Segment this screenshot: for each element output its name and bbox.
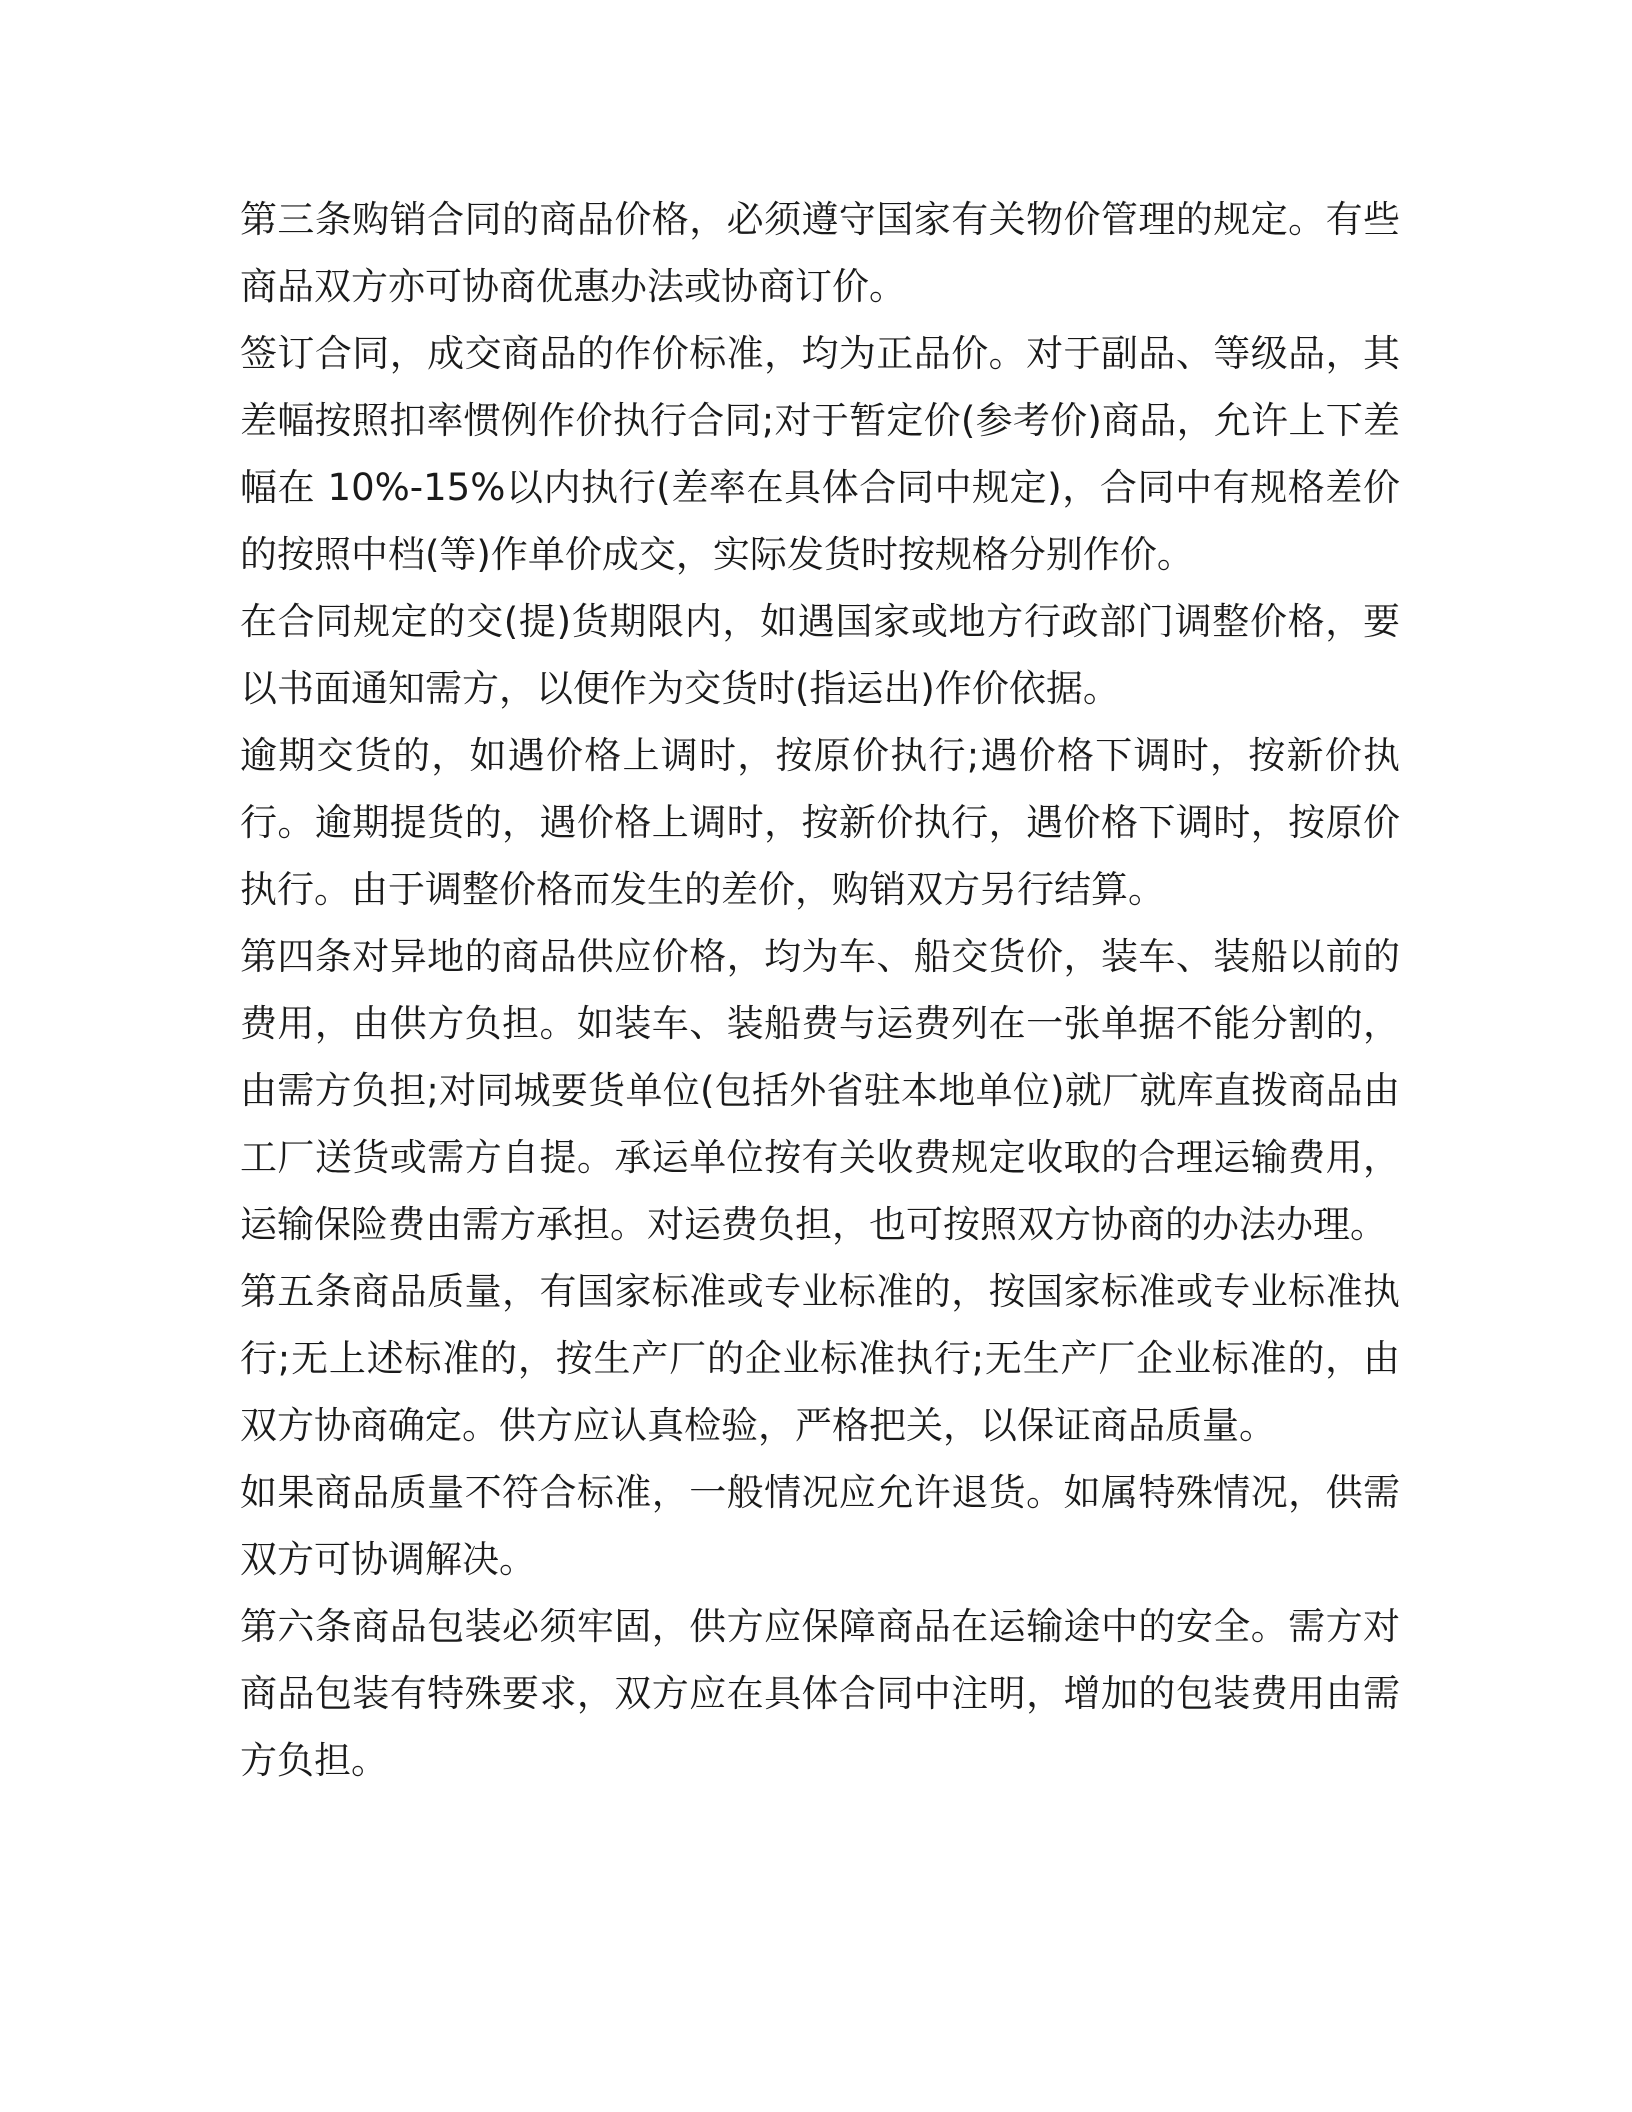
paragraph-quality-return: 如果商品质量不符合标准，一般情况应允许退货。如属特殊情况，供需双方可协调解决。 <box>240 1471 1400 1581</box>
paragraph-price-adjustment: 在合同规定的交(提)货期限内，如遇国家或地方行政部门调整价格，要以书面通知需方，以便作为交货时(指运出)作价依据。 <box>240 600 1400 710</box>
paragraph-article-6-packaging: 第六条商品包装必须牢固，供方应保障商品在运输途中的安全。需方对商品包装有特殊要求，双方应在具体合同中注明，增加的包装费用由需方负担。 <box>240 1605 1400 1782</box>
paragraph-pricing-standard: 签订合同，成交商品的作价标准，均为正品价。对于副品、等级品，其差幅按照扣率惯例作价执行合同;对于暂定价(参考价)商品，允许上下差幅在 10%-15%以内执行(差率在具体合同中规定)，合同中有规格差价的按照中档(等)作单价成交，实际发货时按规格分别作价。 <box>240 332 1400 576</box>
paragraph-overdue-delivery: 逾期交货的，如遇价格上调时，按原价执行;遇价格下调时，按新价执行。逾期提货的，遇价格上调时，按新价执行，遇价格下调时，按原价执行。由于调整价格而发生的差价，购销双方另行结算。 <box>240 734 1400 911</box>
paragraph-article-3-pricing: 第三条购销合同的商品价格，必须遵守国家有关物价管理的规定。有些商品双方亦可协商优惠办法或协商订价。 <box>240 198 1400 308</box>
paragraph-article-4-supply-price: 第四条对异地的商品供应价格，均为车、船交货价，装车、装船以前的费用，由供方负担。如装车、装船费与运费列在一张单据不能分割的，由需方负担;对同城要货单位(包括外省驻本地单位)就厂就库直拨商品由工厂送货或需方自提。承运单位按有关收费规定收取的合理运输费用，运输保险费由需方承担。对运费负担，也可按照双方协商的办法办理。 <box>240 935 1400 1246</box>
document-body <box>240 186 1400 1794</box>
paragraph-article-5-quality: 第五条商品质量，有国家标准或专业标准的，按国家标准或专业标准执行;无上述标准的，按生产厂的企业标准执行;无生产厂企业标准的，由双方协商确定。供方应认真检验，严格把关，以保证商品质量。 <box>240 1270 1400 1447</box>
